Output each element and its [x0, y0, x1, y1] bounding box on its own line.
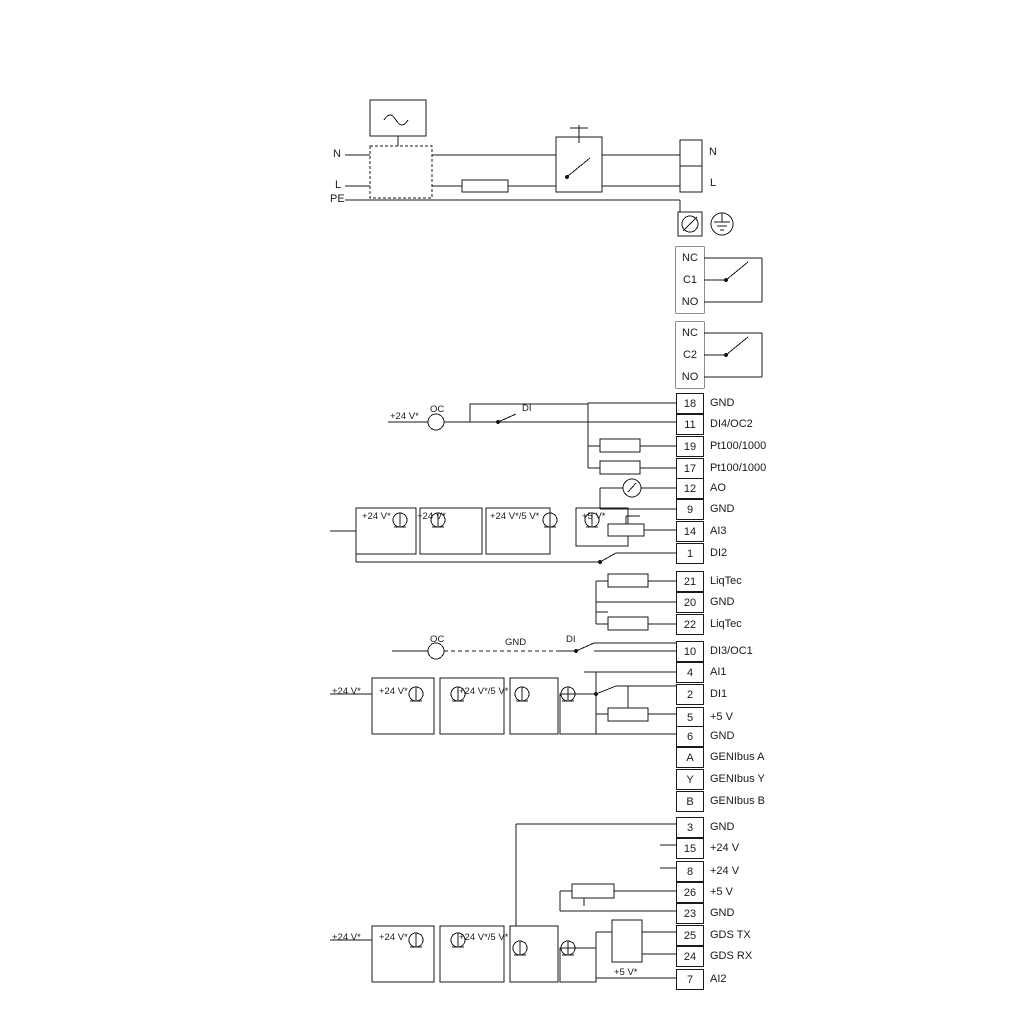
terminal-label-genibus-a: GENIbus A [710, 751, 765, 763]
output-n-label: N [709, 146, 717, 158]
terminal-box-21[interactable]: 21 [676, 571, 704, 592]
terminal-label-gnd: GND [710, 730, 735, 742]
terminal-label--5-v: +5 V [710, 711, 733, 723]
annotation-di-1: DI [522, 403, 532, 414]
terminal-label-gnd: GND [710, 397, 735, 409]
terminal-label-pt100-1000: Pt100/1000 [710, 440, 767, 452]
relay-2-terminal-no[interactable]: NO [676, 366, 704, 388]
mains-pe-label: PE [330, 193, 345, 205]
relay-1-terminal-c1[interactable]: C1 [676, 269, 704, 291]
terminal-label--24-v: +24 V [710, 865, 740, 877]
terminal-label--5-v: +5 V [710, 886, 733, 898]
relay-2-terminal-c2[interactable]: C2 [676, 344, 704, 366]
terminal-label-pt100-1000: Pt100/1000 [710, 462, 767, 474]
annotation-di-2: DI [566, 634, 576, 645]
terminal-box-15[interactable]: 15 [676, 838, 704, 859]
terminal-label-ai1: AI1 [710, 666, 727, 678]
relay-2-terminal-nc[interactable]: NC [676, 322, 704, 344]
terminal-box-23[interactable]: 23 [676, 903, 704, 924]
terminal-box-26[interactable]: 26 [676, 882, 704, 903]
terminal-box-19[interactable]: 19 [676, 436, 704, 457]
annotation-gnd-di3: GND [505, 637, 527, 648]
terminal-box-6[interactable]: 6 [676, 726, 704, 747]
terminal-label-gnd: GND [710, 821, 735, 833]
terminal-label-di1: DI1 [710, 688, 728, 700]
annotation-v24-ai2-a: +24 V* [379, 932, 408, 943]
mains-n-label: N [333, 148, 341, 160]
terminal-box-9[interactable]: 9 [676, 499, 704, 520]
annotation-v5-ai3: +5 V* [582, 511, 606, 522]
terminal-label-genibus-y: GENIbus Y [710, 773, 765, 785]
terminal-box-10[interactable]: 10 [676, 641, 704, 662]
terminal-label-gnd: GND [710, 503, 735, 515]
mains-l-label: L [335, 179, 342, 191]
terminal-label-liqtec: LiqTec [710, 575, 742, 587]
terminal-label-ai2: AI2 [710, 973, 727, 985]
terminal-label-genibus-b: GENIbus B [710, 795, 766, 807]
terminal-label-gnd: GND [710, 596, 735, 608]
terminal-box-17[interactable]: 17 [676, 458, 704, 479]
terminal-box-11[interactable]: 11 [676, 414, 704, 435]
terminal-box-B[interactable]: B [676, 791, 704, 812]
terminal-box-18[interactable]: 18 [676, 393, 704, 414]
terminal-box-24[interactable]: 24 [676, 946, 704, 967]
terminal-box-A[interactable]: A [676, 747, 704, 768]
terminal-box-2[interactable]: 2 [676, 684, 704, 705]
terminal-label-di2: DI2 [710, 547, 728, 559]
annotation-v24-ai2-in: +24 V* [332, 932, 361, 943]
terminal-label-di3-oc1: DI3/OC1 [710, 645, 753, 657]
terminal-box-22[interactable]: 22 [676, 614, 704, 635]
terminal-box-12[interactable]: 12 [676, 478, 704, 499]
terminal-box-7[interactable]: 7 [676, 969, 704, 990]
terminal-box-Y[interactable]: Y [676, 769, 704, 790]
terminal-box-14[interactable]: 14 [676, 521, 704, 542]
annotation-v24-5v-ai2: +24 V*/5 V* [459, 932, 509, 943]
relay-1-terminal-nc[interactable]: NC [676, 247, 704, 269]
annotation-v24-ai3-a: +24 V* [362, 511, 391, 522]
terminal-box-8[interactable]: 8 [676, 861, 704, 882]
terminal-label-liqtec: LiqTec [710, 618, 742, 630]
terminal-label-gds-tx: GDS TX [710, 929, 751, 941]
terminal-box-1[interactable]: 1 [676, 543, 704, 564]
annotation-v24-di4: +24 V* [390, 411, 419, 422]
terminal-box-3[interactable]: 3 [676, 817, 704, 838]
annotation-v24-5v-ai1: +24 V*/5 V* [459, 686, 509, 697]
terminal-label--24-v: +24 V [710, 842, 740, 854]
terminal-label-ao: AO [710, 482, 726, 494]
annotation-v24-ai1-a: +24 V* [379, 686, 408, 697]
terminal-box-25[interactable]: 25 [676, 925, 704, 946]
terminal-box-5[interactable]: 5 [676, 707, 704, 728]
terminal-label-gds-rx: GDS RX [710, 950, 753, 962]
relay-1-terminal-no[interactable]: NO [676, 291, 704, 313]
annotation-oc-2: OC [430, 634, 445, 645]
annotation-v24-ai1-in: +24 V* [332, 686, 361, 697]
annotation-v5-ai2: +5 V* [614, 967, 638, 978]
annotation-oc-1: OC [430, 404, 445, 415]
annotation-v24-5v-ai3: +24 V*/5 V* [490, 511, 540, 522]
terminal-label-gnd: GND [710, 907, 735, 919]
annotation-v24-ai3-b: +24 V* [417, 511, 446, 522]
output-l-label: L [710, 177, 717, 189]
terminal-label-di4-oc2: DI4/OC2 [710, 418, 753, 430]
terminal-box-4[interactable]: 4 [676, 662, 704, 683]
terminal-box-20[interactable]: 20 [676, 592, 704, 613]
terminal-label-ai3: AI3 [710, 525, 727, 537]
